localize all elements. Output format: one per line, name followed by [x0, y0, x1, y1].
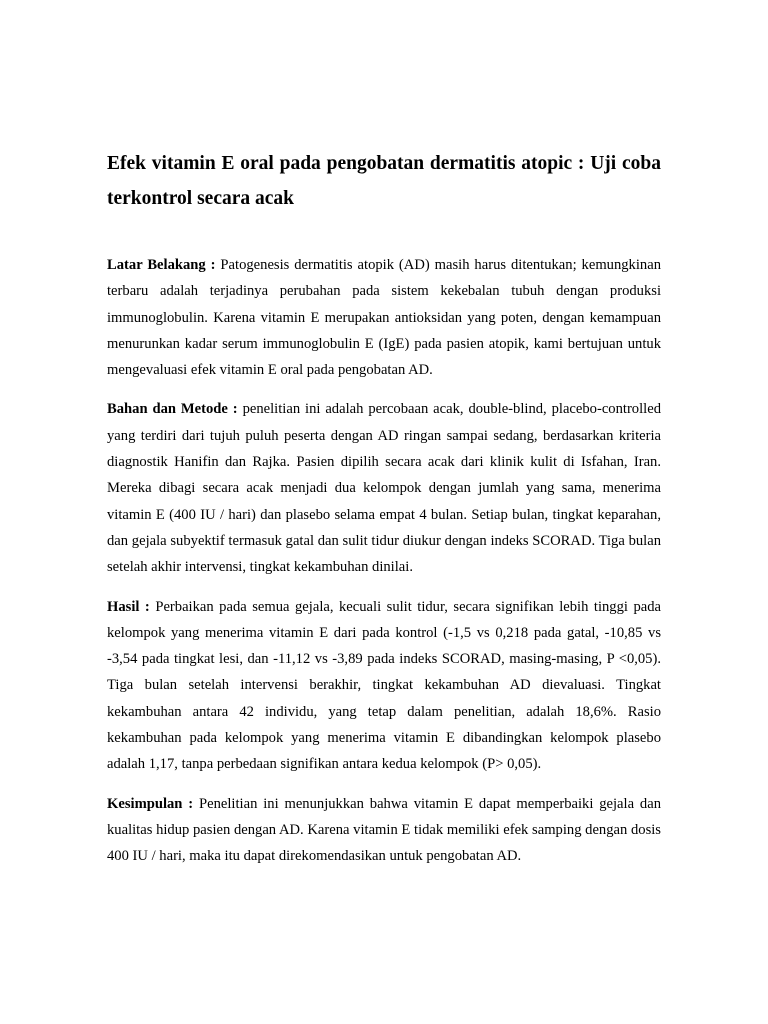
section-methods: [107, 396, 661, 580]
document-title: Efek vitamin E oral pada pengobatan dermatitis atopic : Uji coba terkontrol secara acak: [107, 153, 661, 209]
section-methods-text: penelitian ini adalah percobaan acak, double-blind, placebo-controlled yang terdiri dari tujuh puluh peserta dengan AD ringan sampai sedang, berdasarkan kriteria diagnostik Hanifin dan Rajka. Pasien dipilih secara acak dari klinik kulit di Isfahan, Iran. Mereka dibagi secara acak menjadi dua kelompok dengan jumlah yang sama, menerima vitamin E (400 IU / hari) dan plasebo selama empat 4 bulan. Setiap bulan, tingkat keparahan, dan gejala subyektif termasuk gatal dan sulit tidur diukur dengan indeks SCORAD. Tiga bulan setelah akhir intervensi, tingkat kekambuhan dinilai.: [107, 401, 661, 576]
section-background-text: Patogenesis dermatitis atopik (AD) masih harus ditentukan; kemungkinan terbaru adalah terjadinya perubahan pada sistem kekebalan tubuh dengan produksi immunoglobulin. Karena vitamin E merupakan antioksidan yang poten, dengan kemampuan menurunkan kadar serum immunoglobulin E (IgE) pada pasien atopik, kami bertujuan untuk mengevaluasi efek vitamin E oral pada pengobatan AD.: [107, 257, 661, 379]
document-page: [107, 146, 661, 883]
section-conclusion-text: Penelitian ini menunjukkan bahwa vitamin E dapat memperbaiki gejala dan kualitas hidup pasien dengan AD. Karena vitamin E tidak memiliki efek samping dengan dosis 400 IU / hari, maka itu dapat direkomendasikan untuk pengobatan AD.: [107, 795, 661, 865]
section-results: [107, 594, 661, 778]
section-results-text: Perbaikan pada semua gejala, kecuali sulit tidur, secara signifikan lebih tinggi pada kelompok yang menerima vitamin E dari pada kontrol (-1,5 vs 0,218 pada gatal, -10,85 vs -3,54 pada tingkat lesi, dan -11,12 vs -3,89 pada indeks SCORAD, masing-masing, P <0,05). Tiga bulan setelah intervensi berakhir, tingkat kekambuhan AD dievaluasi. Tingkat kekambuhan antara 42 individu, yang tetap dalam penelitian, adalah 18,6%. Rasio kekambuhan pada kelompok yang menerima vitamin E dibandingkan kelompok plasebo adalah 1,17, tanpa perbedaan signifikan antara kedua kelompok (P> 0,05).: [107, 598, 662, 773]
section-conclusion: [107, 791, 661, 870]
section-methods-label: Bahan dan Metode :: [107, 401, 238, 418]
section-background-label: Latar Belakang :: [107, 257, 216, 273]
section-results-label: Hasil :: [107, 598, 150, 615]
section-conclusion-label: Kesimpulan :: [107, 795, 194, 812]
section-background: [107, 252, 661, 383]
